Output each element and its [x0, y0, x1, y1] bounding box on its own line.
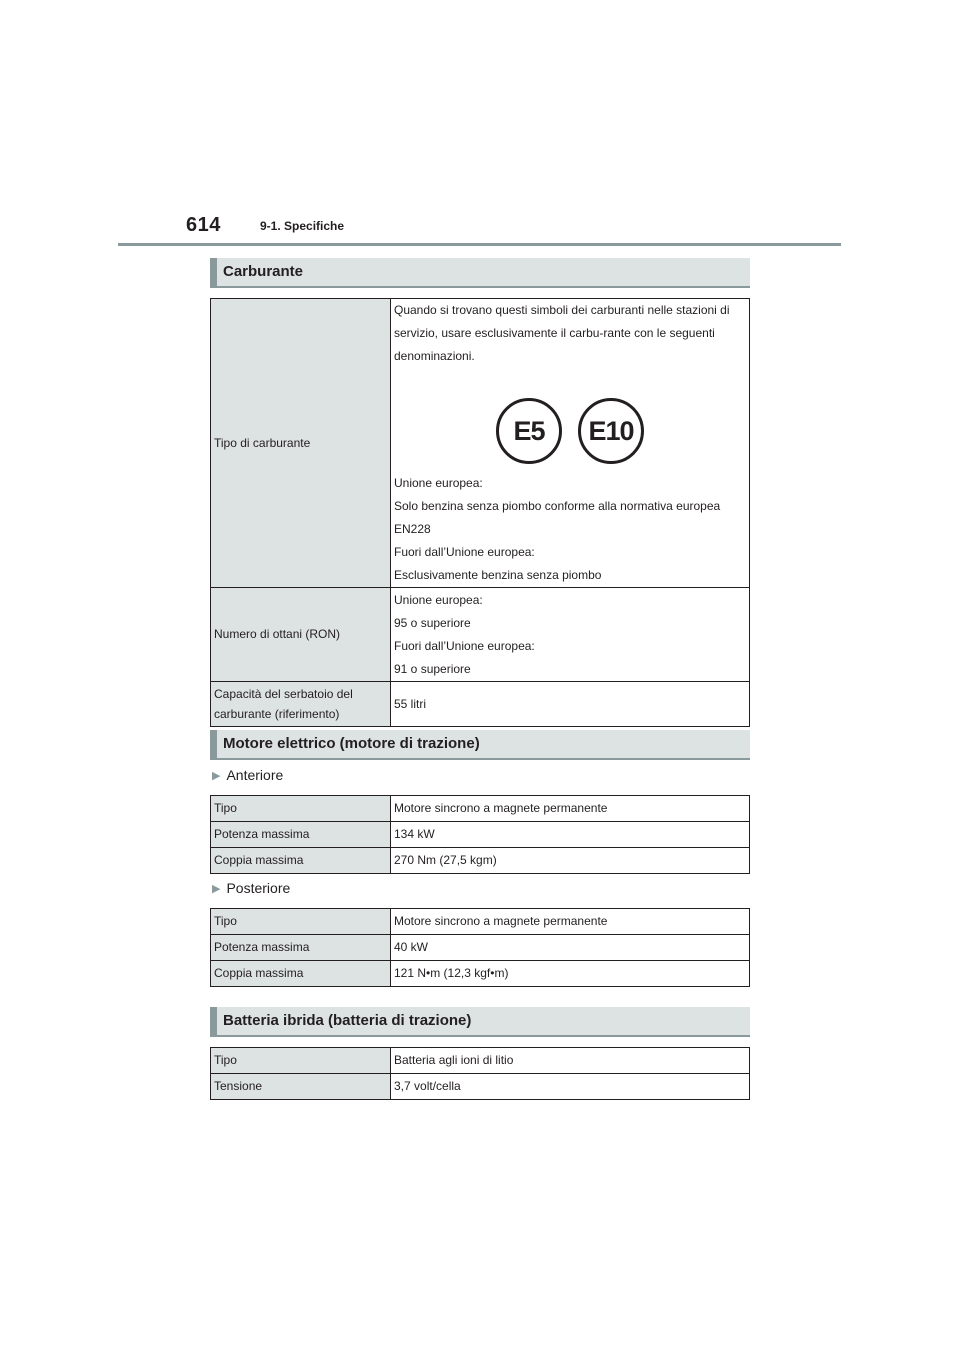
battery-heading — [210, 1007, 750, 1037]
section-title: 9-1. Specifiche — [260, 219, 345, 233]
fuel-heading-text: Carburante — [223, 263, 304, 280]
fuel-table — [210, 298, 750, 727]
e5-fuel-icon: E5 — [496, 398, 562, 464]
fuel-type-eu-label: Unione europea: — [394, 476, 483, 490]
battery-heading-text: Batteria ibrida (batteria di trazione) — [223, 1012, 472, 1029]
table-row — [211, 848, 750, 874]
octane-value — [391, 588, 750, 682]
table-row — [211, 935, 750, 961]
heading-bar — [210, 1007, 217, 1035]
motor-front-type-value: Motore sincrono a magnete permanente — [391, 796, 750, 822]
arrow-right-icon: ▶ — [212, 883, 221, 895]
table-row — [211, 588, 750, 682]
table-row — [211, 299, 750, 588]
motor-front-power-label: Potenza massima — [211, 822, 391, 848]
fuel-type-value — [391, 299, 750, 588]
heading-bar — [210, 258, 217, 286]
motor-heading-text: Motore elettrico (motore di trazione) — [223, 735, 480, 752]
fuel-type-eu-value: Solo benzina senza piombo conforme alla normativa europea EN228 — [394, 499, 721, 536]
octane-non-eu-value: 91 o superiore — [394, 661, 471, 676]
header-divider — [118, 243, 841, 246]
fuel-heading — [210, 258, 750, 288]
battery-voltage-value: 3,7 volt/cella — [391, 1074, 750, 1100]
front-label: Anteriore — [226, 767, 284, 783]
fuel-type-non-eu-value: Esclusivamente benzina senza piombo — [394, 568, 602, 582]
octane-eu-value: 95 o superiore — [394, 615, 471, 630]
table-row — [211, 1074, 750, 1100]
table-row — [211, 822, 750, 848]
motor-front-type-label: Tipo — [211, 796, 391, 822]
capacity-value: 55 litri — [391, 682, 750, 727]
motor-front-torque-label: Coppia massima — [211, 848, 391, 874]
rear-label: Posteriore — [226, 880, 291, 896]
e10-fuel-icon: E10 — [578, 398, 644, 464]
capacity-label: Capacità del serbatoio del carburante (riferimento) — [211, 682, 391, 727]
octane-eu-label: Unione europea: — [394, 592, 483, 607]
heading-bar — [210, 730, 217, 758]
table-row — [211, 796, 750, 822]
motor-rear-type-value: Motore sincrono a magnete permanente — [391, 909, 750, 935]
table-row — [211, 1048, 750, 1074]
octane-non-eu-label: Fuori dall’Unione europea: — [394, 638, 535, 653]
page-number: 614 — [186, 214, 221, 236]
rear-subheading — [212, 880, 290, 896]
table-row — [211, 909, 750, 935]
battery-type-label: Tipo — [211, 1048, 391, 1074]
motor-front-power-value: 134 kW — [391, 822, 750, 848]
motor-rear-torque-label: Coppia massima — [211, 961, 391, 987]
fuel-type-intro: Quando si trovano questi simboli dei carburanti nelle stazioni di servizio, usare esclusivamente il carbu-rante con le seguenti denominazioni. — [394, 303, 730, 363]
battery-table — [210, 1047, 750, 1100]
motor-front-torque-value: 270 Nm (27,5 kgm) — [391, 848, 750, 874]
fuel-badges — [394, 398, 746, 464]
arrow-right-icon: ▶ — [212, 770, 221, 782]
motor-rear-torque-value: 121 N•m (12,3 kgf•m) — [391, 961, 750, 987]
table-row — [211, 961, 750, 987]
motor-rear-table — [210, 908, 750, 987]
motor-rear-type-label: Tipo — [211, 909, 391, 935]
fuel-type-label: Tipo di carburante — [211, 299, 391, 588]
battery-voltage-label: Tensione — [211, 1074, 391, 1100]
front-subheading — [212, 767, 283, 783]
motor-rear-power-label: Potenza massima — [211, 935, 391, 961]
motor-rear-power-value: 40 kW — [391, 935, 750, 961]
fuel-type-non-eu-label: Fuori dall’Unione europea: — [394, 545, 535, 559]
octane-label: Numero di ottani (RON) — [211, 588, 391, 682]
motor-front-table — [210, 795, 750, 874]
table-row — [211, 682, 750, 727]
motor-heading — [210, 730, 750, 760]
battery-type-value: Batteria agli ioni di litio — [391, 1048, 750, 1074]
